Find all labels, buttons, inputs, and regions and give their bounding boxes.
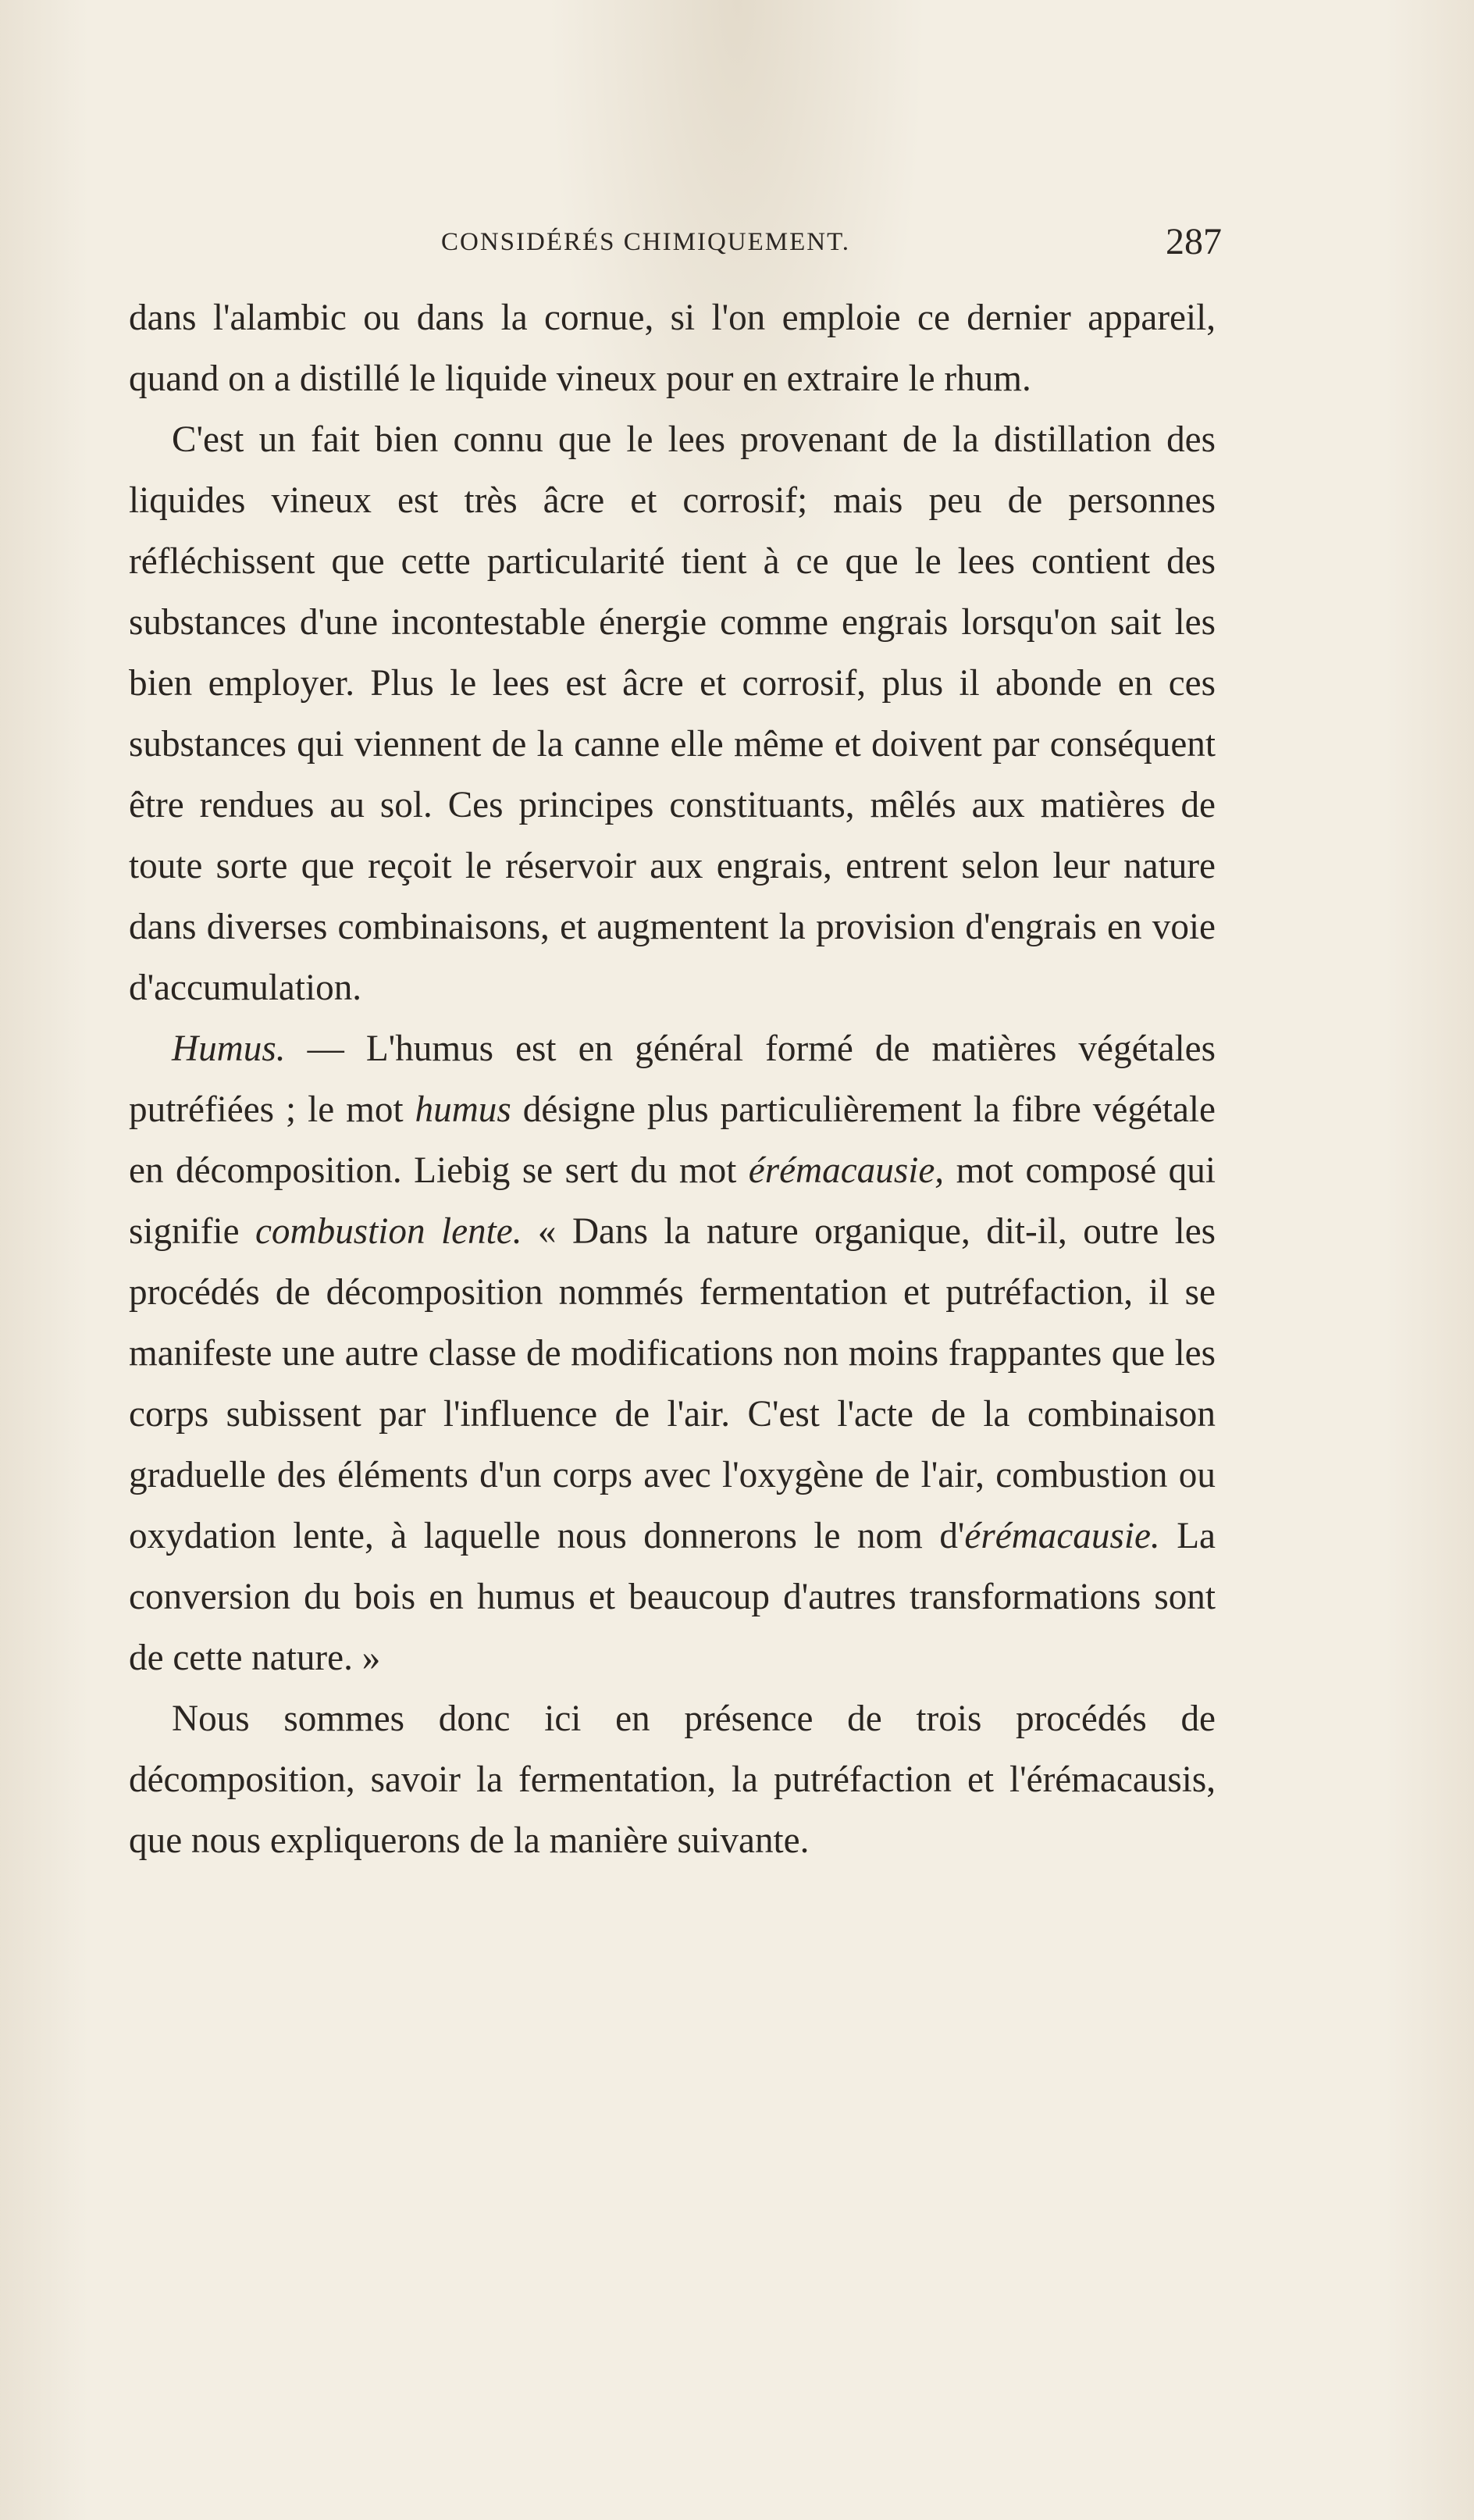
italic-term-eremacausie-2: érémacausie. (964, 1516, 1160, 1556)
page-header (129, 220, 1222, 275)
paragraph-3 (129, 1018, 1216, 1688)
section-label-humus: Humus. (172, 1028, 286, 1069)
body-text (129, 287, 1216, 1871)
paragraph-1 (129, 287, 1216, 409)
page-number: 287 (1166, 221, 1222, 262)
text-segment: C'est un fait bien connu que le lees provenant de la distillation des liquides vineux est très âcre et corrosif; mais peu de personnes réfléchissent que cette particularité tient à ce que le lees contient des substances d'une incontestable énergie comme engrais lorsqu'on sait les bien employer. Plus le lees est âcre et corrosif, plus il abonde en ces substances qui viennent de la canne elle même et doivent par conséquent être rendues au sol. Ces principes constituants, mêlés aux matières de toute sorte que reçoit le réservoir aux engrais, entrent selon leur nature dans diverses combinaisons, et augmentent la provision d'engrais en voie d'accumulation. (129, 419, 1216, 1008)
paragraph-4 (129, 1688, 1216, 1871)
text-segment: — L'humus est en général formé de matières végétales putréfiées ; le mot (129, 1028, 1216, 1130)
text-segment: Nous sommes donc ici en présence de trois procédés de décomposition, savoir la fermentation, la putréfaction et l'érémacausis, que nous expliquerons de la manière suivante. (129, 1698, 1216, 1861)
text-segment: « Dans la nature organique, dit-il, outre les procédés de décomposition nommés fermentation et putréfaction, il se manifeste une autre classe de modifications non moins frappantes que les corps subissent par l'influence de l'air. C'est l'acte de la combinaison graduelle des éléments d'un corps avec l'oxygène de l'air, combustion ou oxydation lente, à laquelle nous donnerons le nom d' (129, 1211, 1216, 1556)
text-segment: mot composé qui signifie (129, 1150, 1216, 1252)
text-segment: désigne plus particulièrement la fibre végétale en décomposition. Liebig se sert du mot (129, 1089, 1216, 1191)
paragraph-2 (129, 409, 1216, 1018)
italic-term-humus: humus (415, 1089, 511, 1130)
running-head: CONSIDÉRÉS CHIMIQUEMENT. (441, 228, 851, 256)
italic-term-combustion-lente: combustion lente. (255, 1211, 522, 1252)
italic-term-eremacausie: érémacausie, (748, 1150, 945, 1191)
text-segment: dans l'alambic ou dans la cornue, si l'on emploie ce dernier appareil, quand on a distillé le liquide vineux pour en extraire le rhum. (129, 298, 1216, 399)
text-segment: La conversion du bois en humus et beaucoup d'autres transformations sont de cette nature. » (129, 1516, 1216, 1678)
